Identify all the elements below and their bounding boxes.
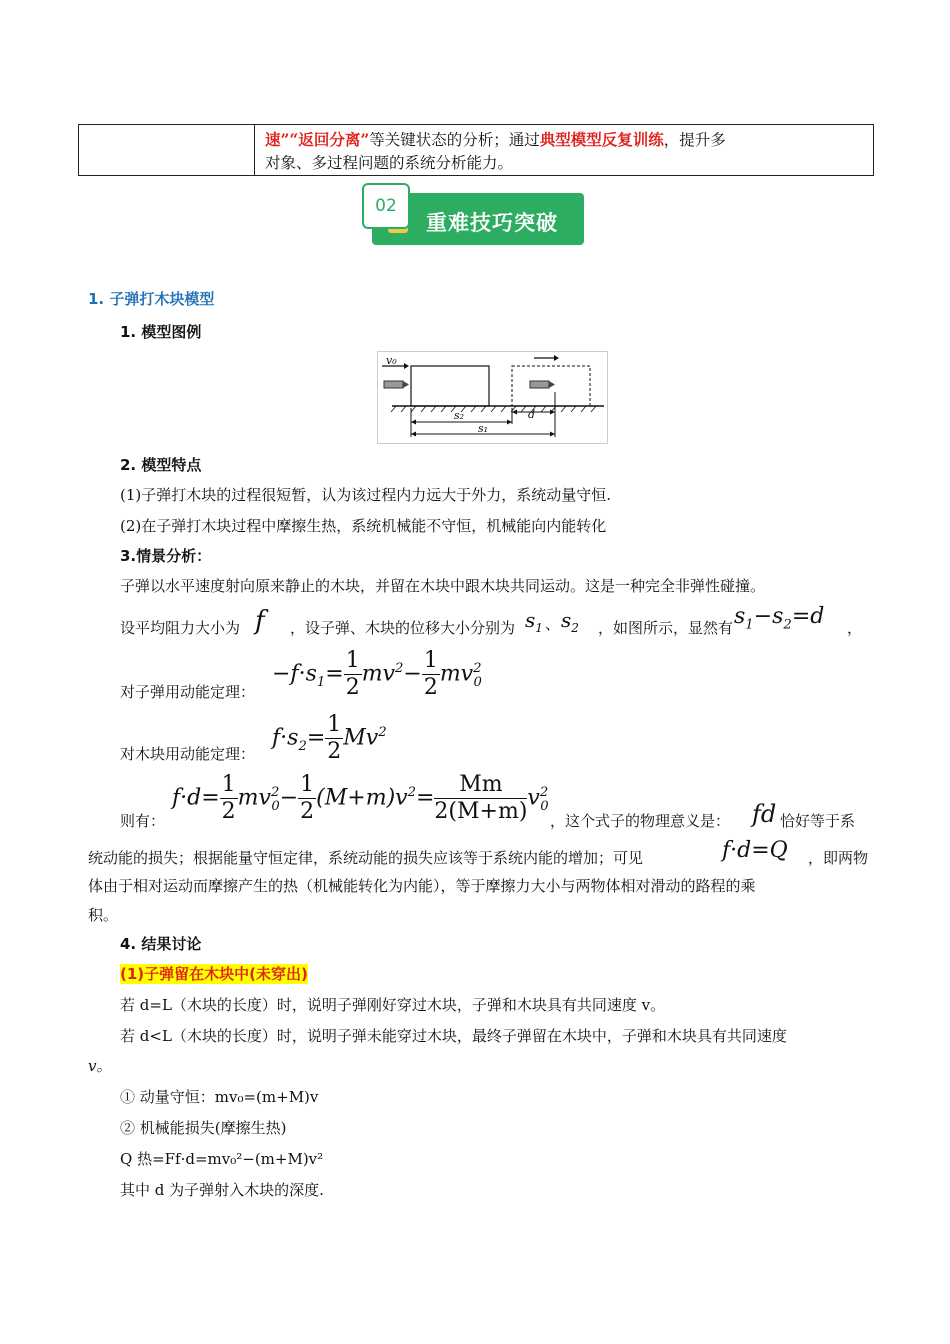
cell-text: 对象、多过程问题的系统分析能力。 <box>265 154 514 172</box>
paragraph: Q 热=Ff·d=mv₀²−(m+M)v² <box>120 1150 324 1168</box>
label-d: d <box>528 408 536 421</box>
highlight-text: 速”“返回分离” <box>265 130 370 149</box>
formula-bullet-energy: $-f\cdot s_1=$ $\frac{1}{2}$ $mv^2-$ $\frac{1}{2}$ $mv^2_0$ <box>272 648 482 700</box>
model-figure <box>377 351 608 444</box>
table-cell <box>265 128 865 175</box>
paragraph: (1)子弹打木块的过程很短暂，认为该过程内力远大于外力，系统动量守恒. <box>120 486 612 504</box>
formula-s2: $s_2$ <box>561 608 579 635</box>
cell-text: ，提升多 <box>663 131 726 149</box>
text: 设平均阻力大小为 <box>120 619 241 637</box>
section-title: 1. 子弹打木块模型 <box>88 290 215 308</box>
top-table <box>78 124 874 176</box>
formula-fd-q: f·d=Q <box>722 838 788 863</box>
subsection-title: 4. 结果讨论 <box>120 935 202 953</box>
text: 对子弹用动能定理： <box>120 683 256 701</box>
banner-number: 02 <box>362 183 410 229</box>
formula-block-energy: $f\cdot s_2=$ $\frac{1}{2}$ Mv$^2$ <box>272 712 387 764</box>
banner-title: 重难技巧突破 <box>426 211 558 235</box>
formula-f: f <box>255 606 265 636</box>
paragraph: ② 机械能损失(摩擦生热) <box>120 1119 287 1137</box>
bullet-block-diagram <box>378 352 607 443</box>
text: ，如图所示，显然有 <box>598 619 734 637</box>
paragraph: 子弹以水平速度射向原来静止的木块，并留在木块中跟木块共同运动。这是一种完全非弹性碰撞。 <box>120 577 766 595</box>
text: 恰好等于系 <box>780 812 856 830</box>
text: 对木块用动能定理： <box>120 745 256 763</box>
text: ，即两物 <box>808 849 869 867</box>
text: ，设子弹、木块的位移大小分别为 <box>290 619 516 637</box>
paragraph: ① 动量守恒：mv₀=(m+M)v <box>120 1088 319 1106</box>
formula-s1-s2-d: $s_1-s_2=d$ <box>734 604 825 633</box>
paragraph: 若 d<L（木块的长度）时，说明子弹未能穿过木块，最终子弹留在木块中，子弹和木块具有共同速度 <box>120 1027 787 1045</box>
label-s2: s₂ <box>454 409 465 422</box>
label-s1: s₁ <box>478 422 489 435</box>
subsection-title: 2. 模型特点 <box>120 456 202 474</box>
text: ，这个式子的物理意义是： <box>550 812 731 830</box>
label-v0: v₀ <box>386 354 397 367</box>
formula-energy-loss: f·d= $\frac{1}{2}$ $mv^2_0-$ $\frac{1}{2}$ $(M+m)v^2=$ $\frac{Mm}{2(M+m)}$ $v^2_0$ <box>172 772 549 824</box>
formula-s1: $s_1$ <box>525 608 543 635</box>
table-divider <box>254 125 255 175</box>
paragraph: 积。 <box>88 906 119 924</box>
text: 则有： <box>120 812 166 830</box>
paragraph <box>120 618 240 638</box>
text: 统动能的损失；根据能量守恒定律，系统动能的损失应该等于系统内能的增加；可见 <box>88 849 644 867</box>
subsection-title: 1. 模型图例 <box>120 323 202 341</box>
formula-fd: fd <box>752 800 777 828</box>
section-banner <box>362 183 586 247</box>
case-heading: (1)子弹留在木块中(未穿出) <box>120 965 308 983</box>
paragraph: 若 d=L（木块的长度）时，说明子弹刚好穿过木块，子弹和木块具有共同速度 v。 <box>120 996 666 1014</box>
text: ， <box>847 619 863 637</box>
paragraph: (2)在子弹打木块过程中摩擦生热，系统机械能不守恒，机械能向内能转化 <box>120 517 607 535</box>
text: 、 <box>545 615 561 633</box>
subsection-title: 3.情景分析： <box>120 547 212 565</box>
cell-text: 等关键状态的分析；通过 <box>369 131 540 149</box>
paragraph: 体由于相对运动而摩擦产生的热（机械能转化为内能），等于摩擦力大小与两物体相对滑动的路程的乘 <box>88 877 756 895</box>
paragraph: 其中 d 为子弹射入木块的深度. <box>120 1181 324 1199</box>
highlight-text: 典型模型反复训练 <box>539 130 664 149</box>
paragraph: v。 <box>88 1057 112 1075</box>
